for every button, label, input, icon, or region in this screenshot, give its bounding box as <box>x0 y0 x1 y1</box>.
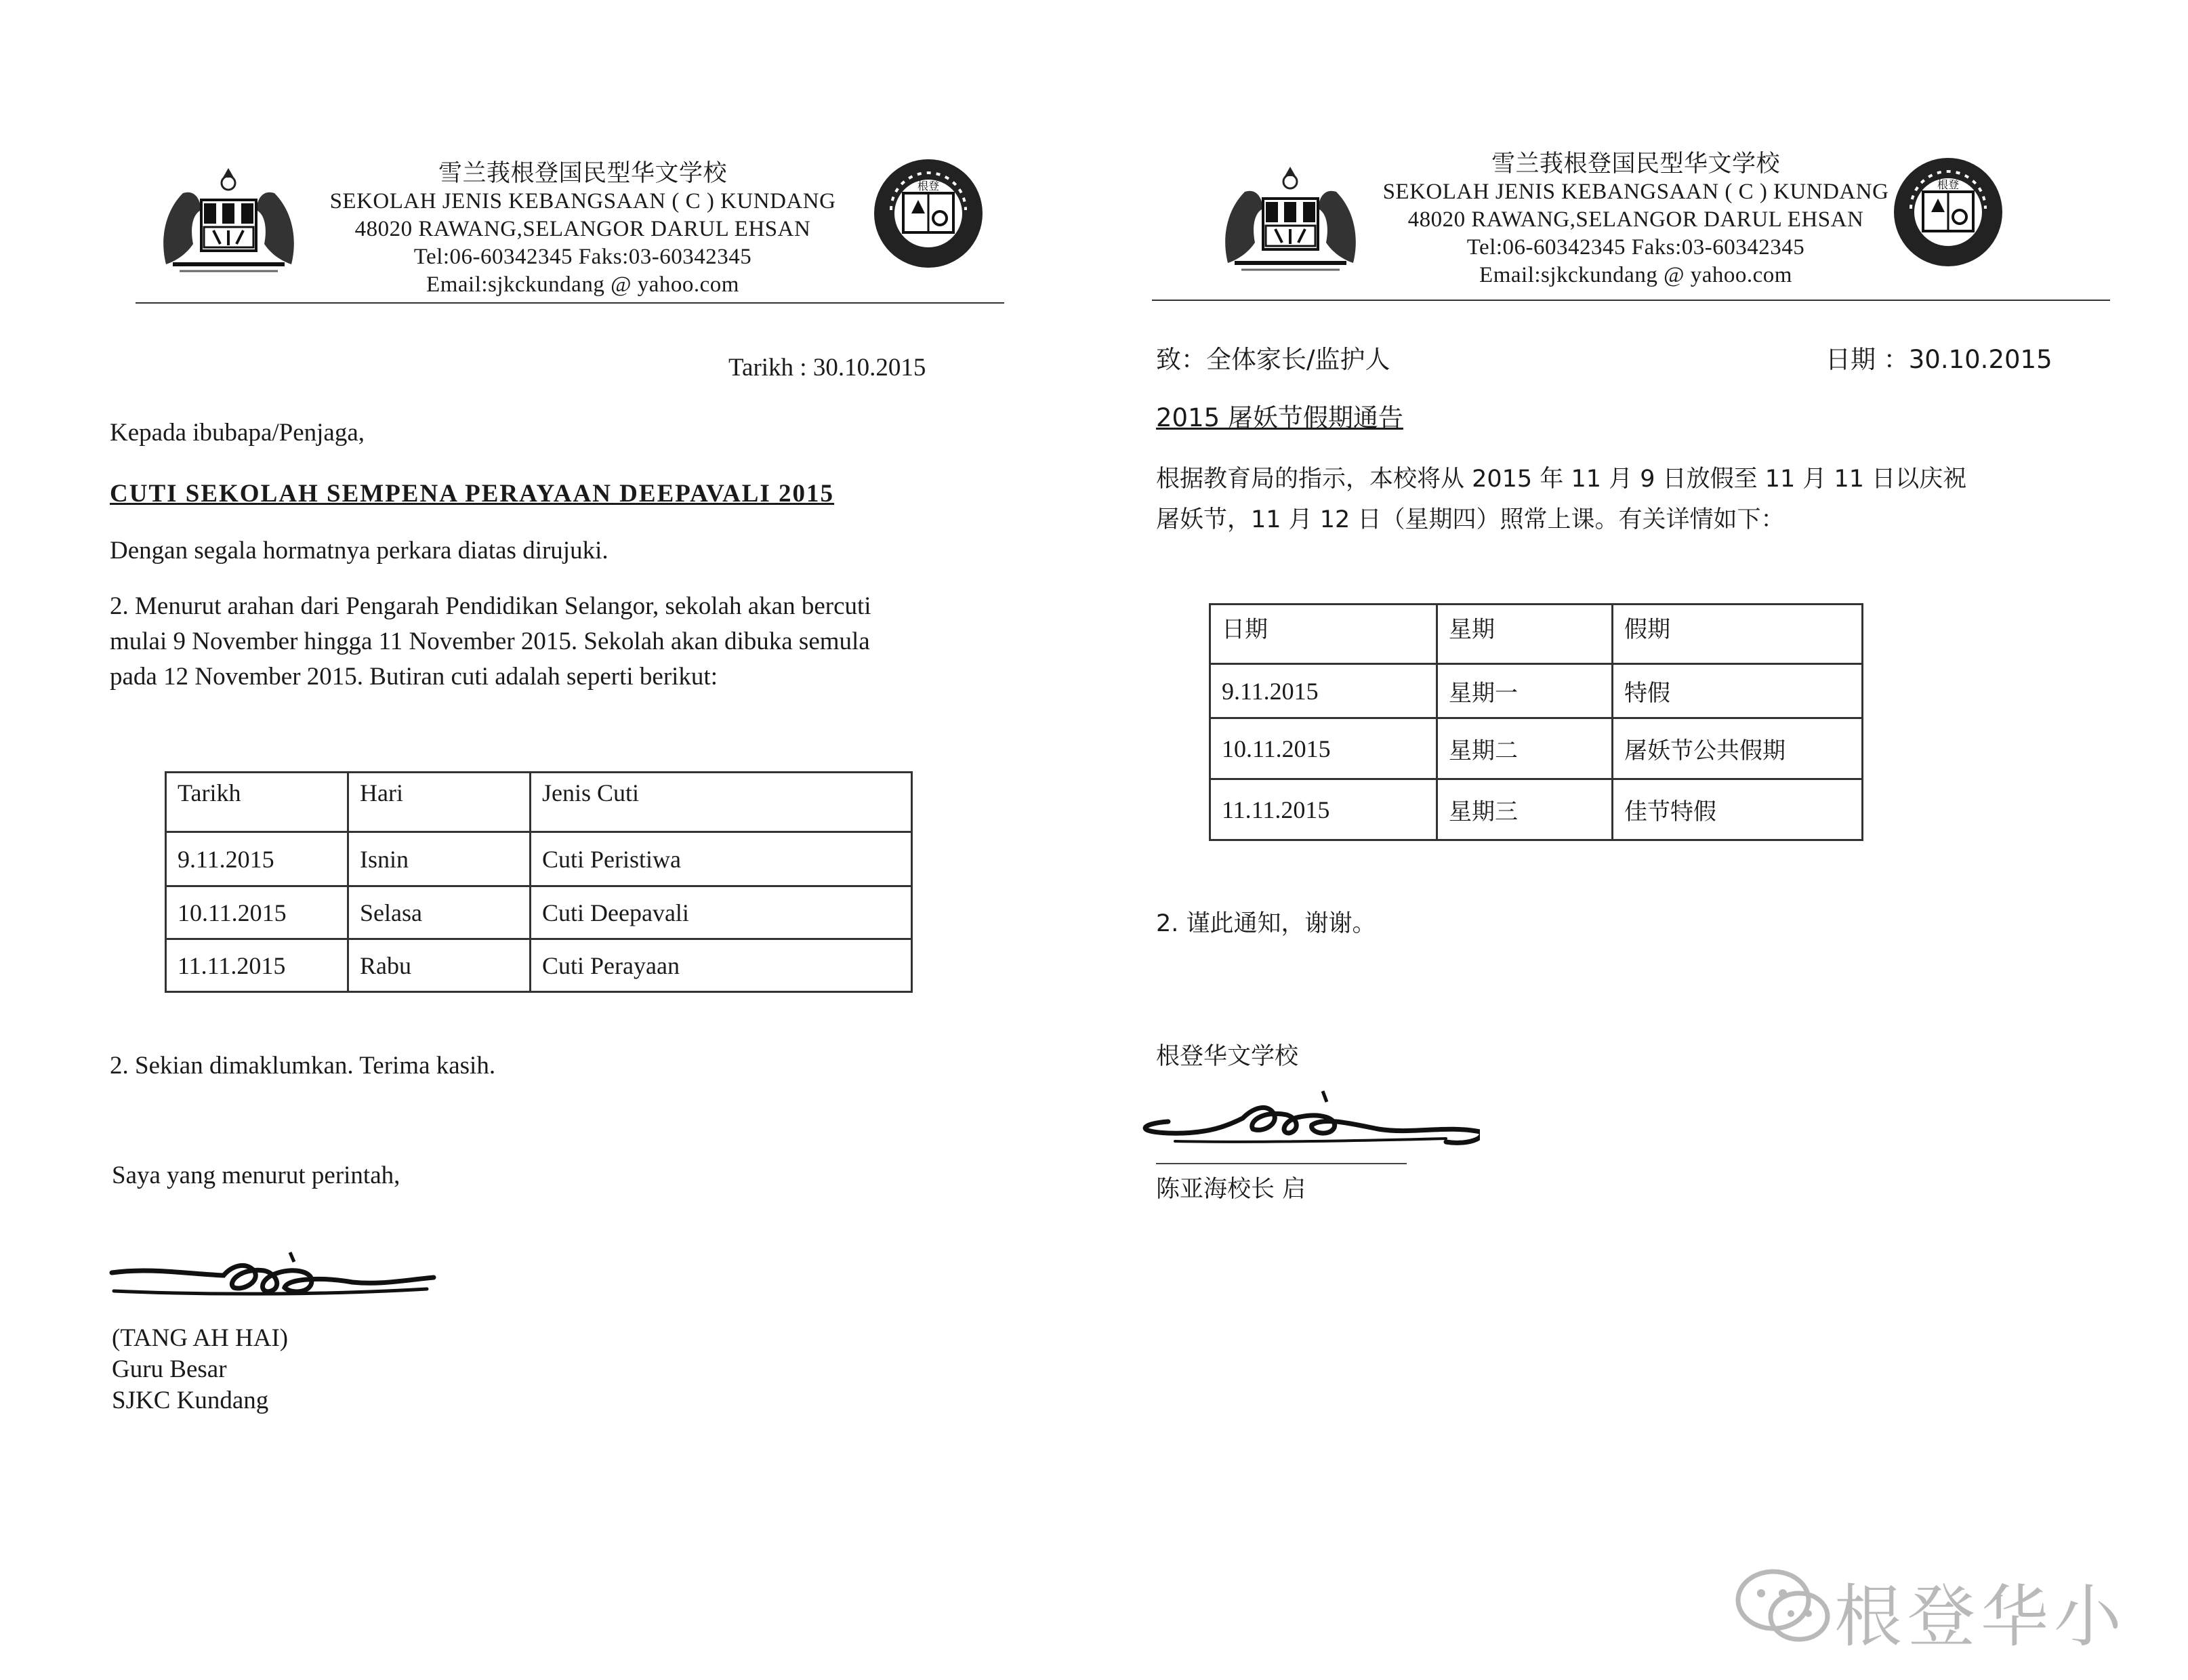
signer-school: 根登华文学校 <box>1156 1043 1299 1070</box>
table-row <box>1210 779 1863 840</box>
school-seal-label: 根登 <box>1937 178 1960 191</box>
school-name-ms: SEKOLAH JENIS KEBANGSAAN ( C ) KUNDANG <box>1382 180 1889 204</box>
signature-line <box>1156 1163 1407 1164</box>
table-cell: 特假 <box>1613 664 1863 718</box>
salutation: Kepada ibubapa/Penjaga, <box>110 419 365 447</box>
malaysia-coat-of-arms-icon <box>152 163 305 278</box>
table-cell: 屠妖节公共假期 <box>1613 718 1863 779</box>
table-row <box>1210 718 1863 779</box>
table-cell: 10.11.2015 <box>1210 718 1437 779</box>
holiday-table <box>1209 603 1863 841</box>
table-cell: 9.11.2015 <box>166 832 348 886</box>
table-cell: Rabu <box>348 939 531 992</box>
malaysia-coat-of-arms-icon <box>1214 161 1367 276</box>
wechat-logo-icon <box>1734 1566 1836 1647</box>
table-header-cell: Tarikh <box>166 773 348 832</box>
school-name-zh: 雪兰莪根登国民型华文学校 <box>1491 150 1780 178</box>
chinese-notice-page <box>1094 0 2188 1680</box>
school-seal-icon <box>871 156 986 271</box>
table-cell: Cuti Peristiwa <box>531 832 912 886</box>
table-cell: Cuti Perayaan <box>531 939 912 992</box>
table-header-cell: 星期 <box>1437 605 1613 664</box>
notice-title: 2015 屠妖节假期通告 <box>1156 403 1403 432</box>
table-row <box>1210 664 1863 718</box>
school-phone: Tel:06-60342345 Faks:03-60342345 <box>413 245 752 269</box>
table-header-cell: 假期 <box>1613 605 1863 664</box>
notice-date: 日期 ：30.10.2015 <box>1825 345 2052 374</box>
headmaster-signature <box>1128 1084 1480 1159</box>
school-phone: Tel:06-60342345 Faks:03-60342345 <box>1466 235 1805 260</box>
table-row <box>166 832 912 886</box>
table-cell: Isnin <box>348 832 531 886</box>
watermark-text: 根登华小 <box>1834 1577 2127 1656</box>
school-address: 48020 RAWANG,SELANGOR DARUL EHSAN <box>1407 207 1864 232</box>
sign-off: Saya yang menurut perintah, <box>112 1162 400 1189</box>
table-header-cell: 日期 <box>1210 605 1437 664</box>
school-address: 48020 RAWANG,SELANGOR DARUL EHSAN <box>354 217 811 241</box>
table-header-cell: Jenis Cuti <box>531 773 912 832</box>
letterhead-divider <box>1152 300 2110 301</box>
table-cell: 星期二 <box>1437 718 1613 779</box>
letterhead-text <box>1371 150 1900 289</box>
intro-paragraph: Dengan segala hormatnya perkara diatas dirujuki. <box>110 537 608 565</box>
table-header-row <box>166 773 912 832</box>
letterhead-text <box>312 160 854 299</box>
table-cell: 佳节特假 <box>1613 779 1863 840</box>
school-seal-label: 根登 <box>917 180 940 192</box>
school-seal-icon <box>1891 155 2006 270</box>
paragraph-2-line-1: 2. Menurut arahan dari Pengarah Pendidikan Selangor, sekolah akan bercuti <box>110 592 871 620</box>
table-cell: 星期三 <box>1437 779 1613 840</box>
signer-school: SJKC Kundang <box>112 1387 269 1414</box>
table-row <box>166 886 912 939</box>
school-name-zh: 雪兰莪根登国民型华文学校 <box>438 160 727 187</box>
letterhead-divider <box>136 302 1004 304</box>
signer-name: (TANG AH HAI) <box>112 1324 289 1352</box>
school-name-ms: SEKOLAH JENIS KEBANGSAAN ( C ) KUNDANG <box>329 189 836 213</box>
paragraph-line-1: 根据教育局的指示，本校将从 2015 年 11 月 9 日放假至 11 月 11 日以庆祝 <box>1156 466 1967 493</box>
signer-title: Guru Besar <box>112 1355 227 1383</box>
table-header-cell: Hari <box>348 773 531 832</box>
table-header-row <box>1210 605 1863 664</box>
paragraph-2-line-3: pada 12 November 2015. Butiran cuti adalah seperti berikut: <box>110 663 718 691</box>
table-cell: Cuti Deepavali <box>531 886 912 939</box>
school-email: Email:sjkckundang @ yahoo.com <box>1479 263 1792 287</box>
table-cell: 星期一 <box>1437 664 1613 718</box>
paragraph-2-line-2: mulai 9 November hingga 11 November 2015. Sekolah akan dibuka semula <box>110 628 870 655</box>
table-row <box>166 939 912 992</box>
signer-name: 陈亚海校长 启 <box>1156 1176 1306 1203</box>
school-email: Email:sjkckundang @ yahoo.com <box>426 272 739 297</box>
table-cell: 11.11.2015 <box>1210 779 1437 840</box>
holiday-table <box>165 771 913 993</box>
closing-paragraph: 2. Sekian dimaklumkan. Terima kasih. <box>110 1052 496 1080</box>
paragraph-line-2: 屠妖节，11 月 12 日（星期四）照常上课。有关详情如下： <box>1156 506 1785 533</box>
headmaster-signature <box>108 1240 447 1315</box>
closing-paragraph: 2. 谨此通知，谢谢。 <box>1156 910 1376 937</box>
notice-date: Tarikh : 30.10.2015 <box>728 354 926 382</box>
table-cell: 10.11.2015 <box>166 886 348 939</box>
table-cell: Selasa <box>348 886 531 939</box>
table-cell: 11.11.2015 <box>166 939 348 992</box>
notice-title: CUTI SEKOLAH SEMPENA PERAYAAN DEEPAVALI 2015 <box>110 480 835 508</box>
recipient-line: 致：全体家长/监护人 <box>1156 345 1390 374</box>
table-cell: 9.11.2015 <box>1210 664 1437 718</box>
